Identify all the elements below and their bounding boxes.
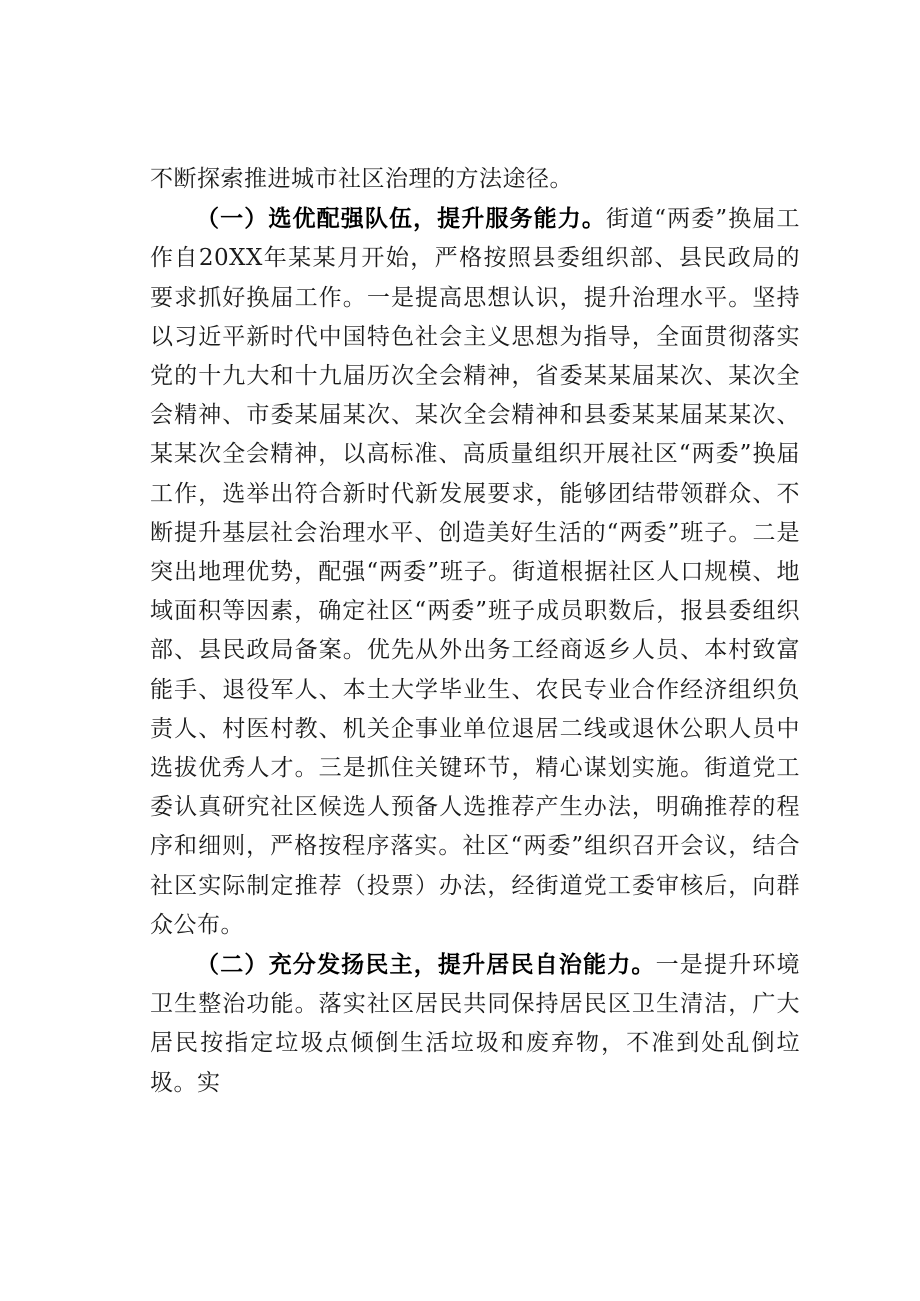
paragraph-intro (150, 160, 800, 199)
paragraph-text: 一是提升环境卫生整治功能。落实社区居民共同保持居民区卫生清洁，广大居民按指定垃圾点倾倒生活垃圾和废弃物，不准到处乱倒垃圾。实 (150, 952, 800, 1096)
paragraph-text: 街道“两委”换届工作自20XX年某某月开始，严格按照县委组织部、县民政局的要求抓好换届工作。一是提高思想认识，提升治理水平。坚持以习近平新时代中国特色社会主义思想为指导，全面贯彻落实党的十九大和十九届历次全会精神，省委某某届某次、某次全会精神、市委某届某次、某次全会精神和县委某某届某某次、某某次全会精神，以高标准、高质量组织开展社区“两委”换届工作，选举出符合新时代新发展要求，能够团结带领群众、不断提升基层社会治理水平、创造美好生活的“两委”班子。二是突出地理优势，配强“两委”班子。街道根据社区人口规模、地域面积等因素，确定社区“两委”班子成员职数后，报县委组织部、县民政局备案。优先从外出务工经商返乡人员、本村致富能手、退役军人、本土大学毕业生、农民专业合作经济组织负责人、村医村教、机关企事业单位退居二线或退休公职人员中选拔优秀人才。三是抓住关键环节，精心谋划实施。街道党工委认真研究社区候选人预备人选推荐产生办法，明确推荐的程序和细则，严格按程序落实。社区“两委”组织召开会议，结合社区实际制定推荐（投票）办法，经街道党工委审核后，向群众公布。 (150, 206, 800, 938)
paragraph-text: 不断探索推进城市社区治理的方法途径。 (150, 166, 573, 192)
section-heading: （二）充分发扬民主，提升居民自治能力。 (196, 951, 656, 979)
section-heading: （一）选优配强队伍，提升服务能力。 (196, 205, 607, 233)
paragraph-section-2 (150, 945, 800, 1103)
document-body (150, 160, 800, 1103)
paragraph-section-1 (150, 199, 800, 945)
